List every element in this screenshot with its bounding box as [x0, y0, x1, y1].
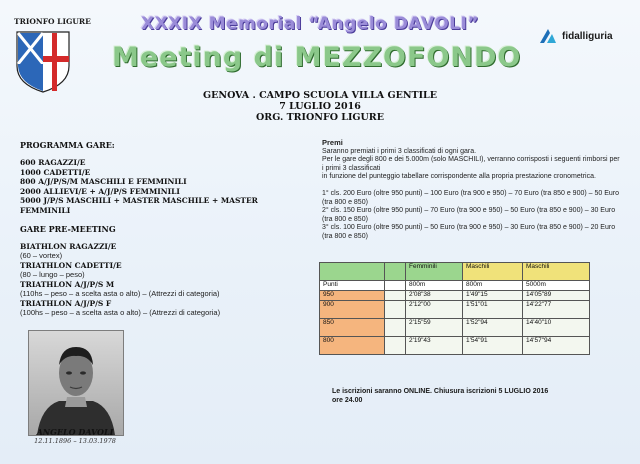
prizes-title: Premi: [322, 138, 343, 147]
photo-dates: 12.11.1896 – 13.03.1978: [34, 437, 116, 445]
table-cell: 2'15"59: [406, 319, 463, 337]
program-column: [20, 140, 300, 318]
trionfo-ligure-logo: [14, 14, 91, 94]
fidal-brand-name: fidalliguria: [562, 30, 613, 42]
table-row: [320, 337, 590, 355]
prizes-section: [322, 139, 622, 242]
table-cell: 14'22"77: [523, 301, 590, 319]
table-cell: Punti: [320, 281, 385, 291]
table-cell: 2'12"00: [406, 301, 463, 319]
memorial-title: XXXIX Memorial “Angelo DAVOLI”: [140, 14, 480, 34]
program-item: 600 RAGAZZI/E: [20, 158, 86, 167]
table-cell: 800: [320, 337, 385, 355]
points-table: [319, 262, 590, 355]
meeting-title: Meeting di MEZZOFONDO: [112, 42, 522, 73]
event-date: 7 LUGLIO 2016: [279, 101, 361, 112]
table-header-cell: Femminili: [406, 263, 463, 281]
table-header-cell: [385, 263, 406, 281]
registration-note: Le iscrizioni saranno ONLINE. Chiusura iscrizioni 5 LUGLIO 2016 ore 24.00: [332, 388, 549, 404]
premeeting-title: TRIATHLON A/J/P/S M: [20, 279, 115, 289]
table-cell: 1'49"15: [463, 291, 523, 301]
event-info: [200, 90, 440, 123]
table-row: [320, 291, 590, 301]
table-cell: 800m: [406, 281, 463, 291]
premeeting-title: BIATHLON RAGAZZI/E: [20, 241, 117, 251]
table-cell: 2'08"38: [406, 291, 463, 301]
premeeting-detail: (110hs – peso – a scelta asta o alto) – (Attrezzi di categoria): [20, 289, 220, 299]
program-item: 1000 CADETTI/E: [20, 167, 91, 177]
table-cell: 5000m: [523, 281, 590, 291]
photo-caption: [28, 427, 122, 445]
premeeting-detail: (80 – lungo – peso): [20, 270, 85, 280]
angelo-davoli-photo: [28, 330, 124, 436]
logo-text: TRIONFO LIGURE: [14, 17, 91, 26]
fidal-logo-icon: [538, 27, 558, 45]
table-cell: 1'54"91: [463, 337, 523, 355]
premeeting-title: TRIATHLON CADETTI/E: [20, 260, 122, 270]
table-cell: [385, 281, 406, 291]
table-cell: 950: [320, 291, 385, 301]
prize-row: 3° cls. 100 Euro (oltre 950 punti) – 50 Euro (tra 900 e 950) – 30 Euro (tra 850 e 900) – 20 Euro (tra 800 e 850): [322, 224, 616, 240]
event-location: GENOVA . CAMPO SCUOLA VILLA GENTILE: [203, 90, 437, 101]
table-cell: 800m: [463, 281, 523, 291]
table-cell: 900: [320, 301, 385, 319]
event-organizer: ORG. TRIONFO LIGURE: [256, 112, 384, 123]
prizes-intro: in funzione del punteggio tabellare corrispondente alla propria prestazione cronometrica.: [322, 173, 596, 181]
table-row: [320, 319, 590, 337]
table-cell: 1'52"94: [463, 319, 523, 337]
table-cell: [385, 319, 406, 337]
premeeting-title: TRIATHLON A/J/P/S F: [20, 298, 112, 308]
prizes-intro: Saranno premiati i primi 3 classificati di ogni gara.: [322, 147, 477, 155]
table-header-cell: Maschili: [463, 263, 523, 281]
program-item: 800 A/J/P/S/M MASCHILI E FEMMINILI: [20, 177, 187, 187]
program-item: 5000 J/P/S MASCHILI + MASTER MASCHILE + MASTER FEMMINILI: [20, 196, 258, 215]
program-item: 2000 ALLIEVI/E + A/J/P/S FEMMINILI: [20, 186, 180, 196]
program-heading: PROGRAMMA GARE:: [20, 140, 115, 150]
table-row: [320, 301, 590, 319]
table-cell: 2'19"43: [406, 337, 463, 355]
fidal-brand: [538, 24, 613, 48]
table-cell: 1'51"01: [463, 301, 523, 319]
premeeting-detail: (100hs – peso – a scelta asta o alto) – (Attrezzi di categoria): [20, 308, 221, 318]
premeeting-detail: (60 – vortex): [20, 251, 63, 261]
photo-name: ANGELO DAVOLI: [36, 427, 114, 437]
table-cell: [385, 291, 406, 301]
table-cell: 14'57"94: [523, 337, 590, 355]
table-header-cell: [320, 263, 385, 281]
table-cell: [385, 301, 406, 319]
table-cell: 14'40"10: [523, 319, 590, 337]
prize-row: 2° cls. 150 Euro (oltre 950 punti) – 70 Euro (tra 900 e 950) – 50 Euro (tra 850 e 900) – 30 Euro (tra 800 e 850): [322, 207, 616, 223]
table-cell: 14'05"89: [523, 291, 590, 301]
premeeting-heading: GARE PRE-MEETING: [20, 223, 116, 234]
prizes-intro: Per le gare degli 800 e dei 5.000m (solo MASCHILI), verranno corrisposti i seguenti rimborsi per i primi 3 classificati: [322, 156, 620, 172]
table-row: [320, 281, 590, 291]
table-header-cell: Maschili: [523, 263, 590, 281]
prize-row: 1° cls. 200 Euro (oltre 950 punti) – 100 Euro (tra 900 e 950) – 70 Euro (tra 850 e 900) – 50 Euro (tra 800 e 850): [322, 189, 619, 206]
table-cell: [385, 337, 406, 355]
table-cell: 850: [320, 319, 385, 337]
